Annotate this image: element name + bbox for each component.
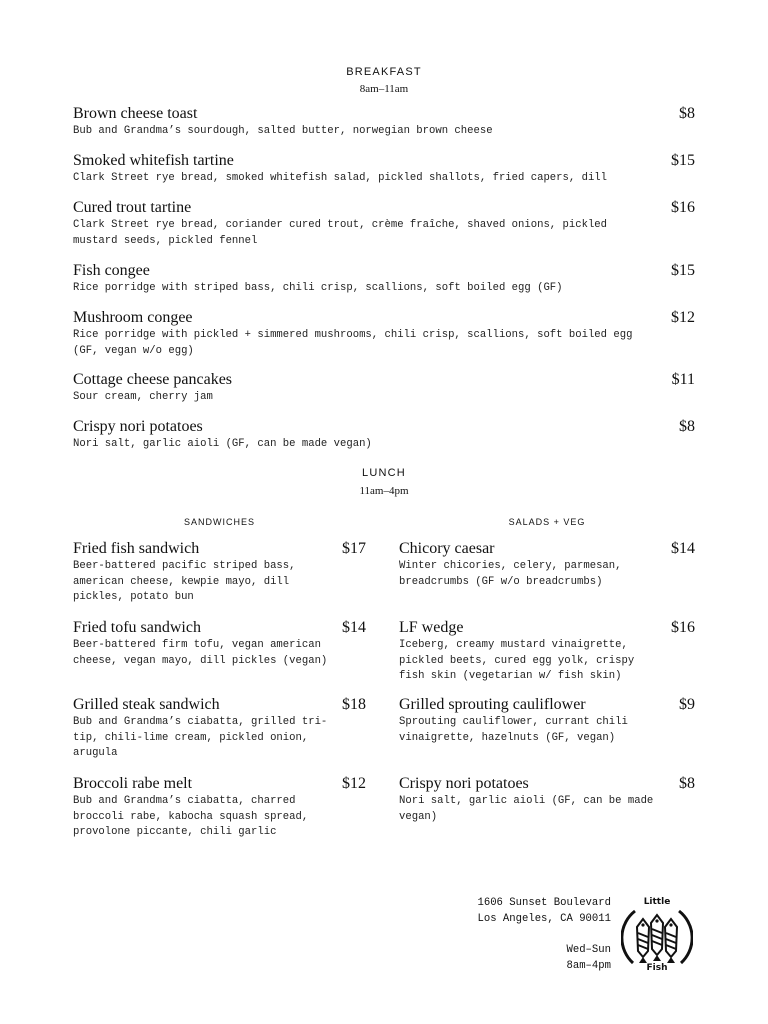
item-name: Grilled steak sandwich: [73, 696, 220, 713]
item-price: $14: [342, 619, 366, 636]
opening-days: Wed–Sun: [566, 944, 611, 956]
item-price: $16: [671, 619, 695, 636]
item-description: Winter chicories, celery, parmesan, breadcrumbs (GF w/o breadcrumbs): [399, 560, 622, 588]
item-name: Brown cheese toast: [73, 105, 198, 122]
fish-icon: [637, 919, 649, 963]
menu-item: [73, 198, 695, 249]
item-name: Crispy nori potatoes: [73, 418, 203, 435]
item-description: Bub and Grandma’s sourdough, salted butter, norwegian brown cheese: [73, 125, 493, 137]
fish-icon: [651, 915, 663, 961]
item-name: Broccoli rabe melt: [73, 775, 193, 792]
item-price: $18: [342, 696, 366, 713]
menu-item: [73, 539, 366, 606]
item-price: $11: [671, 371, 695, 388]
menu-item: [73, 370, 695, 406]
item-price: $12: [342, 775, 366, 792]
item-price: $8: [679, 775, 695, 792]
item-name: Cured trout tartine: [73, 199, 192, 216]
item-name: Crispy nori potatoes: [399, 775, 529, 792]
item-description: Clark Street rye bread, smoked whitefish salad, pickled shallots, fried capers, dill: [73, 172, 608, 184]
item-description: Sprouting cauliflower, currant chili vinaigrette, hazelnuts (GF, vegan): [399, 716, 628, 744]
item-description: Rice porridge with striped bass, chili crisp, scallions, soft boiled egg (GF): [73, 282, 563, 294]
logo-word-bottom: Fish: [646, 963, 668, 973]
item-name: Grilled sprouting cauliflower: [399, 696, 586, 713]
item-price: $8: [679, 105, 695, 122]
item-price: $15: [671, 262, 695, 279]
breakfast-hours: 8am–11am: [359, 83, 409, 95]
item-description: Rice porridge with pickled + simmered mushrooms, chili crisp, scallions, soft boiled egg (GF, vegan w/o egg): [73, 329, 633, 357]
item-price: $14: [671, 540, 695, 557]
menu-item: [399, 774, 695, 825]
item-name: Smoked whitefish tartine: [73, 152, 234, 169]
item-description: Bub and Grandma’s ciabatta, grilled tri-tip, chili-lime cream, pickled onion, arugula: [73, 716, 328, 759]
item-description: Bub and Grandma’s ciabatta, charred broccoli rabe, kabocha squash spread, provolone piccante, chili garlic: [73, 795, 309, 838]
item-name: Mushroom congee: [73, 309, 193, 326]
item-description: Nori salt, garlic aioli (GF, can be made vegan): [399, 795, 654, 823]
item-name: Cottage cheese pancakes: [73, 371, 233, 388]
address-line-1: 1606 Sunset Boulevard: [477, 897, 611, 909]
item-description: Beer-battered pacific striped bass, american cheese, kewpie mayo, dill pickles, potato bun: [73, 560, 296, 603]
item-description: Sour cream, cherry jam: [73, 391, 213, 403]
item-name: Fried fish sandwich: [73, 540, 200, 557]
menu-item: [73, 261, 695, 297]
menu-item: [73, 308, 695, 359]
menu-item: [399, 539, 695, 590]
sandwiches-title: SANDWICHES: [183, 517, 255, 527]
menu-item: [73, 417, 695, 453]
menu-item: [73, 774, 366, 841]
menu-item: [73, 104, 695, 140]
address-line-2: Los Angeles, CA 90011: [477, 912, 611, 925]
breakfast-title: BREAKFAST: [346, 66, 422, 78]
lunch-hours: 11am–4pm: [359, 485, 409, 497]
item-name: LF wedge: [399, 619, 464, 636]
little-fish-logo: [621, 897, 693, 975]
item-name: Fish congee: [73, 262, 150, 279]
opening-hours: 8am–4pm: [566, 959, 611, 972]
item-description: Beer-battered firm tofu, vegan american cheese, vegan mayo, dill pickles (vegan): [73, 639, 328, 667]
item-description: Clark Street rye bread, coriander cured trout, crème fraîche, shaved onions, pickled mustard seeds, pickled fennel: [73, 219, 608, 247]
item-price: $12: [671, 309, 695, 326]
opening-hours-block: [440, 943, 611, 974]
menu-item: [399, 618, 695, 685]
item-name: Fried tofu sandwich: [73, 619, 201, 636]
item-price: $8: [679, 418, 695, 435]
item-price: $15: [671, 152, 695, 169]
fish-icon: [665, 919, 677, 963]
menu-item: [399, 695, 695, 746]
logo-word-top: Little: [643, 897, 671, 907]
item-description: Iceberg, creamy mustard vinaigrette, pickled beets, cured egg yolk, crispy fish skin (vegetarian w/ fish skin): [399, 639, 635, 682]
menu-item: [73, 618, 366, 669]
lunch-title: LUNCH: [362, 467, 406, 479]
item-price: $16: [671, 199, 695, 216]
item-price: $17: [342, 540, 366, 557]
item-name: Chicory caesar: [399, 540, 495, 557]
salads-title: SALADS + VEG: [508, 517, 586, 527]
menu-item: [73, 151, 695, 187]
address-block: [440, 896, 611, 927]
item-price: $9: [679, 696, 695, 713]
menu-item: [73, 695, 366, 762]
item-description: Nori salt, garlic aioli (GF, can be made vegan): [73, 438, 372, 450]
